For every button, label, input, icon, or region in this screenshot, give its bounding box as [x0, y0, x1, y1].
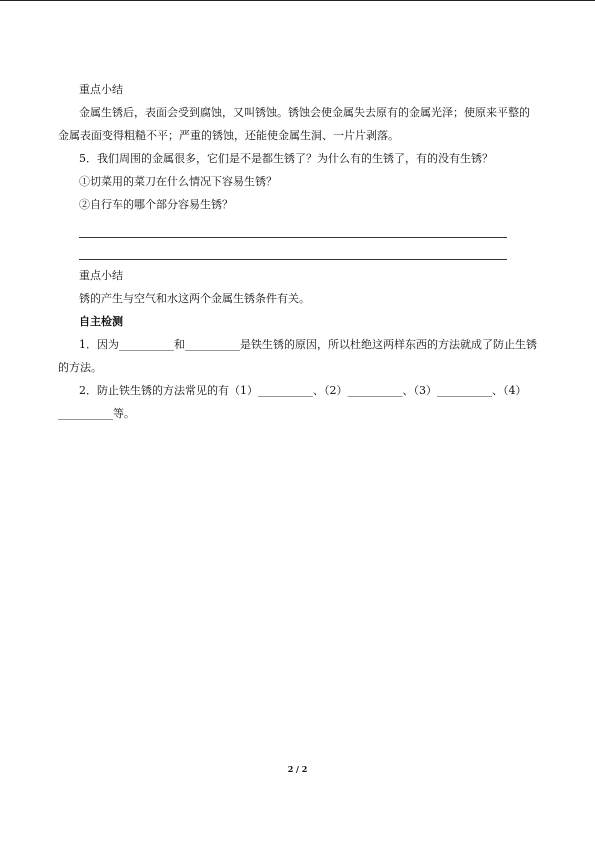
self-check-heading: 自主检测 — [79, 315, 123, 328]
question-5: 5．我们周围的金属很多，它们是不是都生锈了？为什么有的生锈了，有的没有生锈？ — [79, 152, 493, 165]
summary-paragraph-2: 锈的产生与空气和水这两个金属生锈条件有关。 — [79, 292, 310, 305]
summary-paragraph-1: 金属生锈后，表面会受到腐蚀，又叫锈蚀。锈蚀会使金属失去原有的金属光泽；使原来平整的金属表面变得粗糙不平；严重的锈蚀，还能使金属生洞、一片片剥落。 — [58, 106, 530, 142]
self-check-question-1: 1．因为__________和__________是铁生锈的原因，所以杜绝这两样东西的方法就成了防止生锈的方法。 — [58, 338, 537, 374]
question-5-sub-2: ②自行车的哪个部分容易生锈？ — [79, 198, 233, 211]
self-check-question-2: 2．防止铁生锈的方法常见的有（1）__________、（2）__________、（3）__________、（4）__________等。 — [58, 384, 527, 420]
summary-heading-2: 重点小结 — [79, 269, 123, 282]
answer-line-1 — [79, 237, 507, 238]
top-rule — [0, 0, 595, 1]
summary-heading-1: 重点小结 — [79, 83, 123, 96]
page-number: 2 / 2 — [287, 764, 308, 774]
page-content — [58, 78, 538, 425]
question-5-sub-1: ①切菜用的菜刀在什么情况下容易生锈？ — [79, 175, 277, 188]
answer-line-2 — [79, 259, 507, 260]
